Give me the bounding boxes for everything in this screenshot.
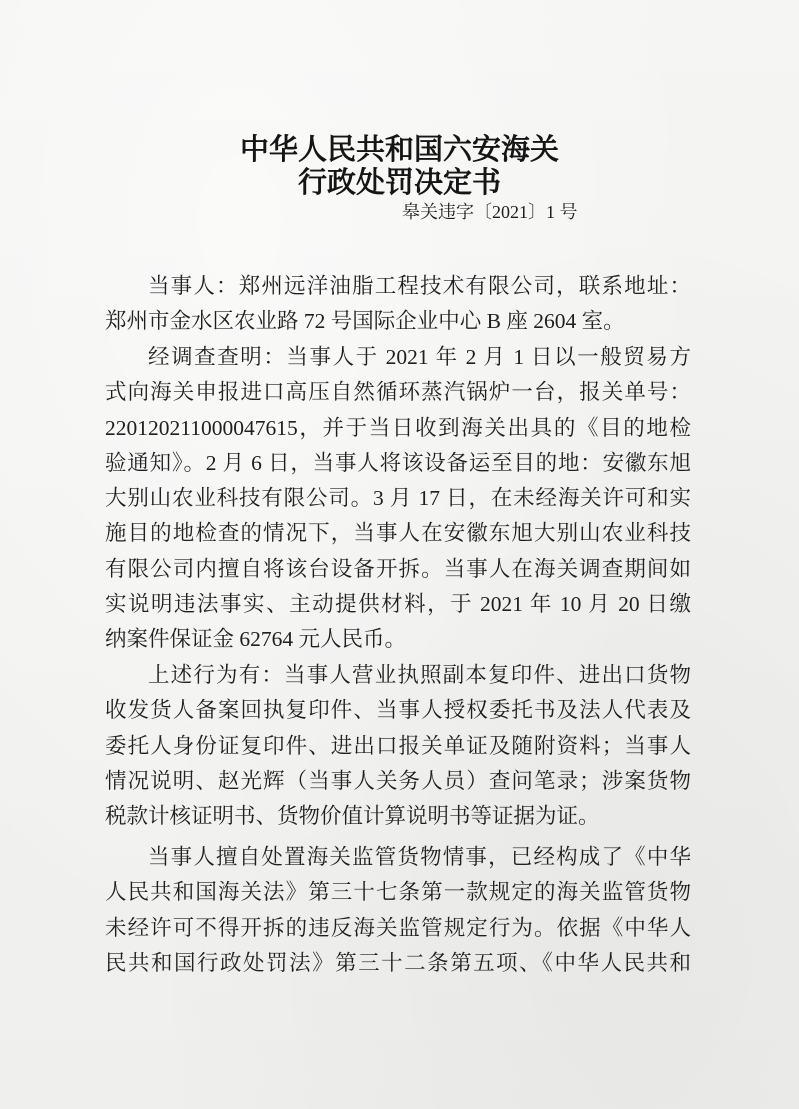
paragraph-line: 民共和国行政处罚法》第三十二条第五项、《中华人民共和	[105, 950, 691, 975]
paragraph-line: 施目的地检查的情况下，当事人在安徽东旭大别山农业科技	[105, 521, 691, 546]
docket-number: 皋关违字〔2021〕1 号	[402, 202, 578, 222]
paragraph-line: 有限公司内擅自将该台设备开拆。当事人在海关调查期间如	[105, 556, 691, 581]
paragraph-line: 未经许可不得开拆的违反海关监管规定行为。依据《中华人	[105, 915, 691, 940]
paragraph-legal-basis	[105, 840, 691, 981]
paragraph-line: 220120211000047615，并于当日收到海关出具的《目的地检	[105, 415, 691, 440]
paragraph-line: 当事人：郑州远洋油脂工程技术有限公司，联系地址：	[148, 274, 691, 298]
document-title-line2: 行政处罚决定书	[297, 167, 501, 199]
paragraph-line: 郑州市金水区农业路 72 号国际企业中心 B 座 2604 室。	[105, 309, 625, 334]
paragraph-line: 大别山农业科技有限公司。3 月 17 日，在未经海关许可和实	[105, 486, 691, 511]
paragraph-investigation-findings	[105, 340, 691, 658]
paragraph-line: 委托人身份证复印件、进出口报关单证及随附资料；当事人	[105, 733, 691, 758]
paragraph-line: 纳案件保证金 62764 元人民币。	[105, 627, 407, 652]
paragraph-line: 式向海关申报进口高压自然循环蒸汽锅炉一台，报关单号：	[105, 380, 691, 405]
paragraph-party-info	[105, 269, 691, 340]
paragraph-evidence	[105, 658, 691, 834]
paragraph-line: 税款计核证明书、货物价值计算说明书等证据为证。	[105, 804, 600, 829]
paragraph-line: 人民共和国海关法》第三十七条第一款规定的海关监管货物	[105, 880, 691, 905]
paragraph-line: 收发货人备案回执复印件、当事人授权委托书及法人代表及	[105, 698, 691, 723]
paragraph-line: 情况说明、赵光辉（当事人关务人员）查问笔录；涉案货物	[105, 768, 691, 793]
paragraph-line: 实说明违法事实、主动提供材料，于 2021 年 10 月 20 日缴	[105, 592, 691, 617]
paragraph-line: 经调查查明：当事人于 2021 年 2 月 1 日以一般贸易方	[148, 345, 691, 369]
document-title-line1: 中华人民共和国六安海关	[239, 134, 559, 166]
paragraph-line: 上述行为有：当事人营业执照副本复印件、进出口货物	[148, 663, 691, 687]
paragraph-line: 当事人擅自处置海关监管货物情事，已经构成了《中华	[148, 845, 691, 869]
paragraph-line: 验通知》。2 月 6 日，当事人将该设备运至目的地：安徽东旭	[105, 450, 691, 475]
